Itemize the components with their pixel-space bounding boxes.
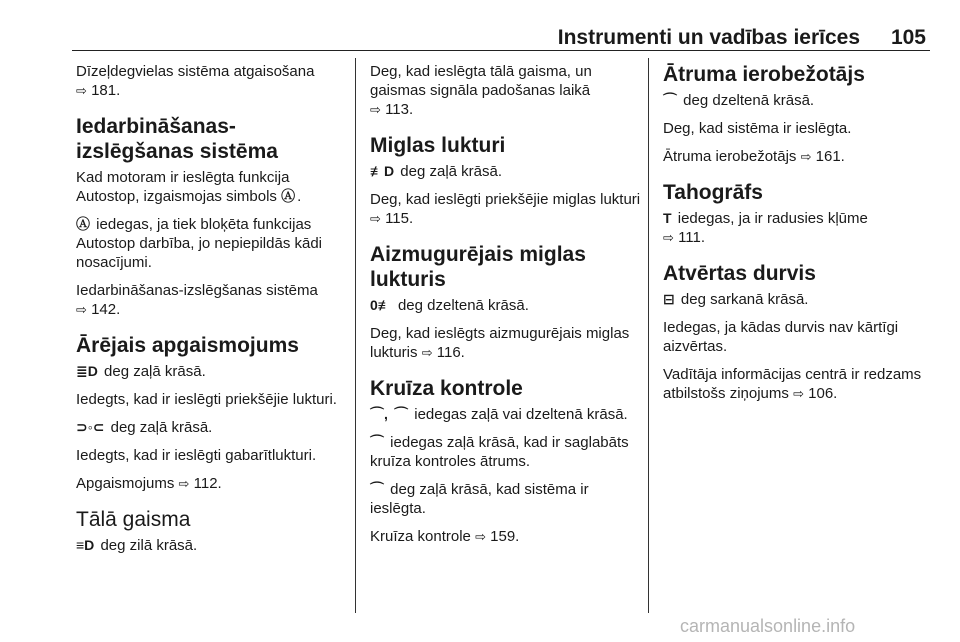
- paragraph: Deg, kad sistēma ir ieslēgta.: [663, 120, 852, 137]
- page-reference[interactable]: 161.: [815, 148, 845, 165]
- paragraph: Deg, kad ieslēgts aizmugurējais miglas lukturis ⇨ 116.: [370, 325, 630, 361]
- paragraph: Kad motoram ir ieslēgta funkcija Autostop, izgaismojas simbols Ⓐ .: [76, 169, 302, 205]
- page-reference[interactable]: 181.: [91, 82, 121, 99]
- arrow-icon: ⇨: [793, 386, 804, 401]
- section-heading-door-open: Atvērtas durvis: [663, 262, 816, 285]
- paragraph: ≡D deg zilā krāsā.: [76, 537, 198, 554]
- paragraph: Iedegas, ja kādas durvis nav kārtīgi aizvērtas.: [663, 319, 899, 355]
- paragraph: Apgaismojums ⇨ 112.: [76, 475, 222, 492]
- paragraph: ⌒ iedegas zaļā krāsā, kad ir saglabāts kruīza kontroles ātrums.: [370, 434, 629, 470]
- cruise-control-active-icon: ⌒: [370, 481, 384, 497]
- paragraph: Dīzeļdegvielas sistēma atgaisošana ⇨ 181.: [76, 63, 315, 99]
- column-1: [76, 62, 346, 564]
- paragraph: Deg, kad ieslēgta tālā gaisma, un gaismas signāla padošanas laikā ⇨ 113.: [370, 63, 592, 118]
- paragraph: ⌒ deg zaļā krāsā, kad sistēma ir ieslēgta.: [370, 481, 589, 517]
- paragraph: Ⓐ iedegas, ja tiek bloķēta funkcijas Autostop darbība, jo nepiepildās kādi nosacījumi.: [76, 216, 323, 271]
- autostop-icon: Ⓐ: [281, 188, 296, 204]
- arrow-icon: ⇨: [76, 302, 87, 317]
- watermark: carmanualsonline.info: [680, 616, 856, 636]
- arrow-icon: ⇨: [370, 102, 381, 117]
- page-reference[interactable]: 113.: [385, 101, 414, 118]
- paragraph: ⊃◦⊂ deg zaļā krāsā.: [76, 419, 213, 436]
- section-heading-high-beam: Tālā gaisma: [76, 508, 191, 531]
- section-heading-fog-lights: Miglas lukturi: [370, 134, 506, 157]
- arrow-icon: ⇨: [76, 83, 87, 98]
- arrow-icon: ⇨: [800, 149, 812, 164]
- tachograph-icon: T: [663, 210, 672, 226]
- page-number: 105: [890, 26, 926, 49]
- column-divider-2: [648, 58, 649, 613]
- rear-fog-icon: 0≢: [370, 297, 392, 313]
- page-reference[interactable]: 112.: [193, 475, 222, 492]
- section-heading-cruise-control: Kruīza kontrole: [370, 377, 523, 400]
- section-heading-rear-fog: Aizmugurējais miglas lukturis: [370, 243, 586, 291]
- high-beam-icon: ≡D: [76, 537, 95, 553]
- section-heading-autostop: Iedarbināšanas-izslēgšanas sistēma: [76, 115, 278, 163]
- paragraph: 0≢ deg dzeltenā krāsā.: [370, 297, 529, 314]
- paragraph: ⊟ deg sarkanā krāsā.: [663, 291, 809, 308]
- arrow-icon: ⇨: [663, 230, 674, 245]
- front-fog-icon: ≢D: [370, 163, 395, 179]
- paragraph: ⌒, ⌒ iedegas zaļā vai dzeltenā krāsā.: [370, 406, 628, 423]
- cruise-control-active-icon: ⌒: [394, 406, 409, 422]
- speed-limiter-icon: ⌒: [663, 92, 677, 108]
- cruise-control-icon: ⌒,: [370, 406, 388, 422]
- section-heading-tachograph: Tahogrāfs: [663, 181, 763, 204]
- section-heading-speed-limiter: Ātruma ierobežotājs: [663, 63, 865, 86]
- arrow-icon: ⇨: [370, 211, 381, 226]
- autostop-icon: Ⓐ: [76, 216, 90, 232]
- page-title: Instrumenti un vadības ierīces: [557, 26, 860, 49]
- arrow-icon: ⇨: [421, 345, 433, 360]
- page-reference[interactable]: 111.: [678, 229, 706, 246]
- paragraph: Iedarbināšanas-izslēgšanas sistēma ⇨ 142.: [76, 282, 318, 318]
- arrow-icon: ⇨: [475, 529, 486, 544]
- paragraph: Iedegts, kad ir ieslēgti gabarītlukturi.: [76, 447, 317, 464]
- arrow-icon: ⇨: [178, 476, 190, 491]
- column-3: [663, 62, 933, 412]
- paragraph: T iedegas, ja ir radusies kļūme ⇨ 111.: [663, 210, 868, 246]
- section-heading-exterior-lighting: Ārējais apgaismojums: [76, 334, 299, 357]
- cruise-control-icon: ⌒: [370, 434, 384, 450]
- page-reference[interactable]: 115.: [385, 210, 414, 227]
- side-lights-icon: ⊃◦⊂: [76, 419, 105, 435]
- low-beam-icon: ≣D: [76, 363, 98, 379]
- paragraph: Ātruma ierobežotājs ⇨ 161.: [663, 148, 845, 165]
- page-reference[interactable]: 142.: [91, 301, 121, 318]
- paragraph: Deg, kad ieslēgti priekšējie miglas lukturi ⇨ 115.: [370, 191, 641, 227]
- page-reference[interactable]: 116.: [436, 344, 465, 361]
- column-2: [370, 62, 642, 555]
- paragraph: ⌒ deg dzeltenā krāsā.: [663, 92, 815, 109]
- paragraph: Kruīza kontrole ⇨ 159.: [370, 528, 520, 545]
- paragraph: Iedegts, kad ir ieslēgti priekšējie lukturi.: [76, 391, 337, 408]
- page-reference[interactable]: 159.: [490, 528, 520, 545]
- paragraph: ≣D deg zaļā krāsā.: [76, 363, 206, 380]
- paragraph: ≢D deg zaļā krāsā.: [370, 163, 503, 180]
- column-divider-1: [355, 58, 356, 613]
- paragraph: Vadītāja informācijas centrā ir redzams atbilstošs ziņojums ⇨ 106.: [663, 366, 922, 402]
- door-open-icon: ⊟: [663, 291, 675, 307]
- page-header: [72, 22, 930, 51]
- page-reference[interactable]: 106.: [808, 385, 838, 402]
